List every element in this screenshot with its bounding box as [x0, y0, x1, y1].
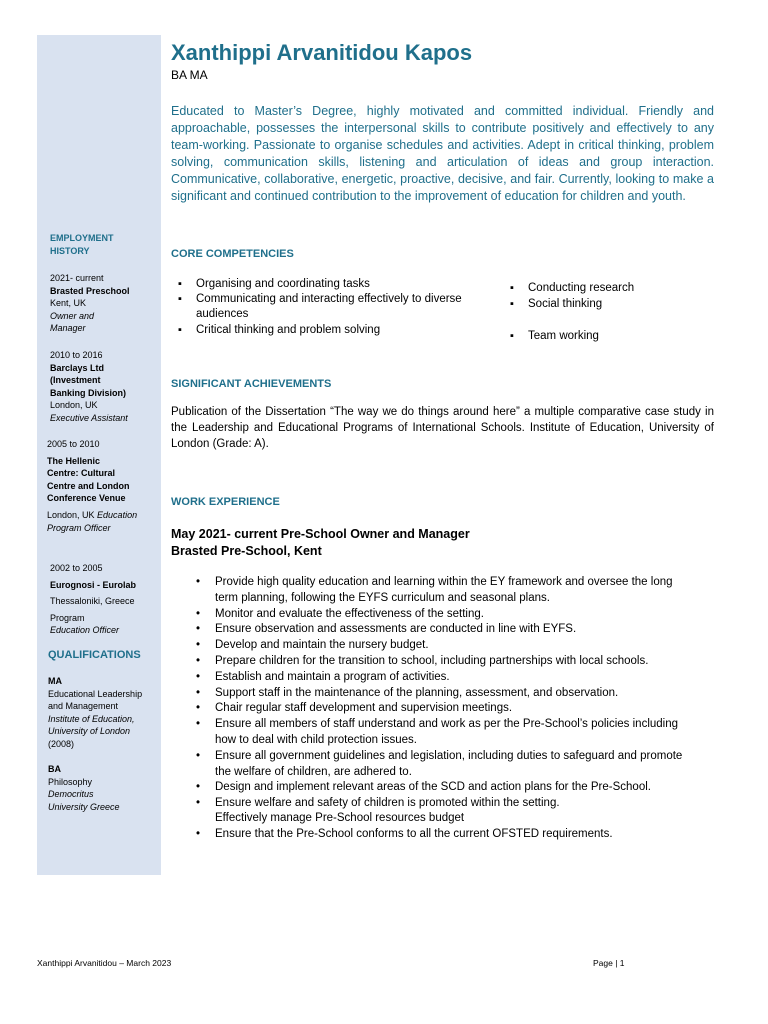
list-item: • Design and implement relevant areas of the SCD and action plans for the Pre-School. [215, 780, 695, 796]
competency-item: ▪ Communicating and interacting effectively to diverse [196, 292, 462, 308]
list-item: • Monitor and evaluate the effectiveness of the setting. [215, 607, 695, 623]
competency-item: ▪ Organising and coordinating tasks [196, 277, 370, 293]
work-duties-list [196, 575, 695, 843]
bullet-icon: • [196, 718, 201, 731]
bullet-icon: • [196, 797, 201, 810]
list-item-continuation: Effectively manage Pre-School resources budget [215, 811, 465, 824]
profile-summary: Educated to Master’s Degree, highly motivated and committed individual. Friendly and approachable, possesses the interpersonal skills to contribute positively and effectively to any team-working. Passionate to organise schedules and activities. Adept in critical thinking, problem solving, communication skills, listening and articulation of ideas and group interaction. Communicative, collaborative, energetic, proactive, decisive, and fair. Currently, looking to make a significant and continued contribution to the improvement of education for children and youth. [171, 104, 714, 203]
competency-item: ▪ Social thinking [528, 297, 602, 313]
achievements-text: Publication of the Dissertation “The way we do things around here” a multiple comparative case study in the Leadership and Educational Programs of International Schools. Institute of Education, University of London (Grade: A). [171, 406, 714, 450]
qualifications-heading: QUALIFICATIONS [48, 649, 141, 661]
competency-item: ▪ Conducting research [528, 281, 634, 297]
competency-item: ▪ Critical thinking and problem solving [196, 323, 380, 339]
sidebar-job-2: 2010 to 2016 Barclays Ltd (Investment Banking Division) London, UK Executive Assistant [50, 350, 128, 423]
bullet-icon: • [196, 827, 201, 840]
bullet-icon: • [196, 576, 201, 588]
bullet-icon: • [196, 654, 201, 667]
footer-author: Xanthippi Arvanitidou – March 2023 [37, 958, 172, 968]
list-item: • Establish and maintain a program of activities. [215, 670, 695, 686]
qualification-ma: MA Educational Leadership and Management Institute of Education, University of London (2008) [48, 676, 143, 749]
bullet-icon: • [196, 686, 201, 699]
competency-item: ▪ Team working [528, 329, 599, 345]
bullet-icon: • [196, 670, 201, 683]
list-item: • Chair regular staff development and supervision meetings. [215, 701, 695, 717]
list-item: • Ensure all government guidelines and legislation, including duties to safeguard and promote the welfare of children, are adhered to. [196, 749, 683, 778]
core-competencies-heading: CORE COMPETENCIES [171, 248, 294, 260]
sidebar-job-1: 2021- current Brasted Preschool Kent, UK Owner and Manager [50, 273, 130, 334]
list-item: • Develop and maintain the nursery budget. [215, 638, 695, 654]
work-experience-heading: WORK EXPERIENCE [171, 496, 280, 508]
list-item: • Ensure that the Pre-School conforms to all the current OFSTED requirements. [215, 827, 695, 843]
list-item: • Provide high quality education and learning within the EY framework and oversee the long term planning, following the EYFS curriculum and seasonal plans. [196, 576, 673, 604]
list-item: • Prepare children for the transition to school, including partnerships with local schools. [215, 654, 695, 670]
competency-item-continuation: audiences [196, 308, 249, 320]
bullet-icon: • [196, 623, 201, 636]
list-item: • Ensure welfare and safety of children is promoted within the setting. [215, 796, 695, 812]
sidebar-job-3: 2005 to 2010 The Hellenic Centre: Cultural Centre and London Conference Venue London, UK Education Program Officer [47, 439, 138, 533]
employment-history-heading: EMPLOYMENT HISTORY [50, 233, 114, 256]
list-item: • Ensure observation and assessments are conducted in line with EYFS. [215, 622, 695, 638]
achievements-heading: SIGNIFICANT ACHIEVEMENTS [171, 378, 332, 390]
footer-page-number: Page | 1 [593, 958, 625, 968]
candidate-name: Xanthippi Arvanitidou Kapos [171, 40, 473, 65]
list-item: • Support staff in the maintenance of the planning, assessment, and observation. [215, 686, 695, 702]
bullet-icon: • [196, 781, 201, 794]
sidebar-job-4: 2002 to 2005 Eurognosi - Eurolab Thessaloniki, Greece Program Education Officer [50, 563, 137, 636]
qualification-ba: BA Philosophy Democritus University Greece [48, 764, 120, 812]
bullet-icon: • [196, 607, 201, 620]
list-item: • Ensure all members of staff understand and work as per the Pre-School’s policies including how to deal with child protection issues. [196, 718, 679, 746]
bullet-icon: • [196, 639, 201, 652]
bullet-icon: • [196, 749, 201, 762]
degrees: BA MA [171, 68, 208, 82]
bullet-icon: • [196, 702, 201, 715]
job-title: May 2021- current Pre-School Owner and Manager Brasted Pre-School, Kent [171, 527, 470, 558]
